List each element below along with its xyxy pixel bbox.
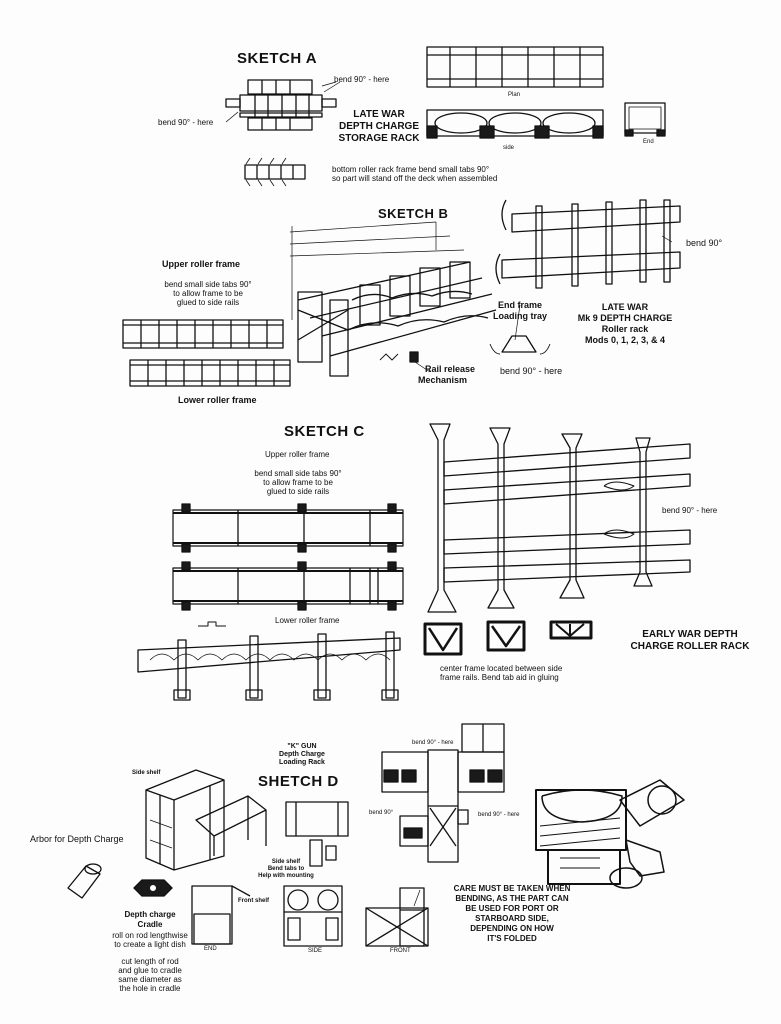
care-note-line-6: IT'S FOLDED <box>487 934 537 943</box>
bottom-frame-note-line-1: bottom roller rack frame bend small tabs 90° <box>332 165 490 174</box>
arbor-label: Arbor for Depth Charge <box>30 834 124 844</box>
front-shelf-label: Front shelf <box>238 898 269 904</box>
sketch-b-title: SKETCH B <box>378 206 449 221</box>
sketch-d-bend-top-label: bend 90° - here <box>412 740 454 746</box>
tab-note-b-line-3: glued to side rails <box>176 298 240 307</box>
storage-rack-plan-view <box>427 47 603 87</box>
arbor-icon <box>68 864 101 898</box>
upper-roller-frame-b-label: Upper roller frame <box>162 259 241 269</box>
sketch-b-bend-right-label: bend 90° <box>686 238 723 248</box>
early-war-roller-rack <box>428 424 690 612</box>
end-view-d-label: END <box>204 946 217 952</box>
end-view-d <box>192 886 250 944</box>
rod-note-line-1: cut length of rod <box>121 957 179 966</box>
rod-note-line-2: and glue to cradle <box>118 966 182 975</box>
bottom-frame-note-line-2: so part will stand off the deck when assembled <box>332 174 498 183</box>
k-gun-title-line-1: "K" GUN <box>287 743 317 750</box>
cradle-roll-note-line-2: to create a light dish <box>114 940 186 949</box>
k-gun-title-line-3: Loading Rack <box>279 759 325 766</box>
rail-release-label-line-1: Rail release <box>425 364 476 374</box>
rod-note-line-3: same diameter as <box>118 975 182 984</box>
rail-release-label-line-2: Mechanism <box>418 375 468 385</box>
cradle-roll-note-line-1: roll on rod lengthwise <box>112 931 188 940</box>
early-war-rack-title-line-2: CHARGE ROLLER RACK <box>630 641 750 652</box>
sketch-b-bend-here-label: bend 90° - here <box>500 366 563 376</box>
side-shelf-note-line-3: Help with mounting <box>258 873 314 879</box>
plan-view-label: Plan <box>508 92 521 98</box>
mk9-rack-title-line-1: LATE WAR <box>601 302 649 312</box>
k-gun-loading-rack-perspective <box>146 770 266 870</box>
center-frame-note-line-2: frame rails. Bend tab aid in gluing <box>440 673 559 682</box>
tab-note-c-line-3: glued to side rails <box>266 487 330 496</box>
tab-note-c-line-2: to allow frame to be <box>263 478 333 487</box>
side-view-d <box>284 886 342 946</box>
storage-rack-end-view <box>625 103 665 136</box>
early-war-rack-title-line-1: EARLY WAR DEPTH <box>642 629 738 640</box>
care-note-line-4: STARBOARD SIDE, <box>475 914 549 923</box>
tab-note-c-line-1: bend small side tabs 90° <box>254 469 342 478</box>
sketch-a-bend-label-left: bend 90° - here <box>158 118 214 127</box>
front-view-d-label: FRONT <box>390 948 411 954</box>
side-shelf-note-line-1: Side shelf <box>271 859 301 865</box>
cradle-label-line-2: Cradle <box>137 920 163 929</box>
front-view-d <box>366 888 428 946</box>
storage-rack-flat-pattern <box>226 80 336 130</box>
care-note-line-3: BE USED FOR PORT OR <box>465 904 559 913</box>
k-gun-photo-sketch <box>536 780 684 888</box>
storage-rack-title-line-2: DEPTH CHARGE <box>338 121 419 132</box>
end-view-label: End <box>643 139 654 145</box>
mk9-roller-rack-perspective <box>290 222 496 376</box>
mk9-rack-title-line-4: Mods 0, 1, 2, 3, & 4 <box>584 335 666 345</box>
lower-roller-frame-c-label: Lower roller frame <box>275 616 340 625</box>
sketch-a-bend-label-top: bend 90° - here <box>334 75 390 84</box>
center-frame-note-line-1: center frame located between side <box>440 664 563 673</box>
storage-rack-side-view <box>427 110 603 138</box>
side-shelf-note-line-2: Bend tabs to <box>267 866 305 872</box>
side-rail-elevation <box>138 632 400 700</box>
upper-roller-frame-b <box>123 320 283 348</box>
k-gun-title-line-2: Depth Charge <box>279 751 325 758</box>
care-note-line-2: BENDING, AS THE PART CAN <box>455 894 569 903</box>
upper-roller-frame-c-label: Upper roller frame <box>265 450 330 459</box>
side-view-label: side <box>503 145 515 151</box>
sketch-d-bend-right-label: bend 90° - here <box>478 812 520 818</box>
sketch-d-title: SHETCH D <box>258 773 339 790</box>
side-view-d-label: SIDE <box>308 948 323 954</box>
sketch-a-title: SKETCH A <box>237 50 318 67</box>
cradle-label-line-1: Depth charge <box>124 910 176 919</box>
end-frame-loading-tray <box>490 336 550 354</box>
sketch-d-bend-left-label: bend 90° <box>369 810 394 816</box>
tab-detail <box>198 622 226 626</box>
sketch-c-drawings <box>138 424 690 700</box>
mk9-rack-title-line-2: Mk 9 DEPTH CHARGE <box>577 313 673 323</box>
cradle-icon <box>134 880 172 896</box>
sketch-c-bend-label: bend 90° - here <box>662 506 718 515</box>
storage-rack-title-line-3: STORAGE RACK <box>338 133 420 144</box>
mk9-rack-title-line-3: Roller rack <box>601 324 649 334</box>
mk9-rack-frame-right <box>496 200 680 288</box>
tab-note-b-line-2: to allow frame to be <box>173 289 243 298</box>
loading-tray-label: Loading tray <box>492 311 547 321</box>
upper-roller-frame-c <box>173 504 403 552</box>
bottom-roller-rack-frame <box>245 158 305 186</box>
care-note-line-5: DEPENDING ON HOW <box>470 924 554 933</box>
side-shelf-label: Side shelf <box>132 770 161 776</box>
sketch-c-title: SKETCH C <box>284 423 365 440</box>
end-frame-label: End frame <box>497 300 542 310</box>
rod-note-line-4: the hole in cradle <box>119 984 181 993</box>
care-note-line-1: CARE MUST BE TAKEN WHEN <box>453 884 571 893</box>
lower-roller-frame-b <box>130 360 290 386</box>
tab-note-b-line-1: bend small side tabs 90° <box>164 280 252 289</box>
lower-roller-frame-c <box>173 562 403 610</box>
lower-roller-frame-b-label: Lower roller frame <box>178 395 257 405</box>
side-shelf-pattern <box>286 802 348 866</box>
storage-rack-title-line-1: LATE WAR <box>353 109 405 120</box>
center-frames <box>425 622 591 654</box>
